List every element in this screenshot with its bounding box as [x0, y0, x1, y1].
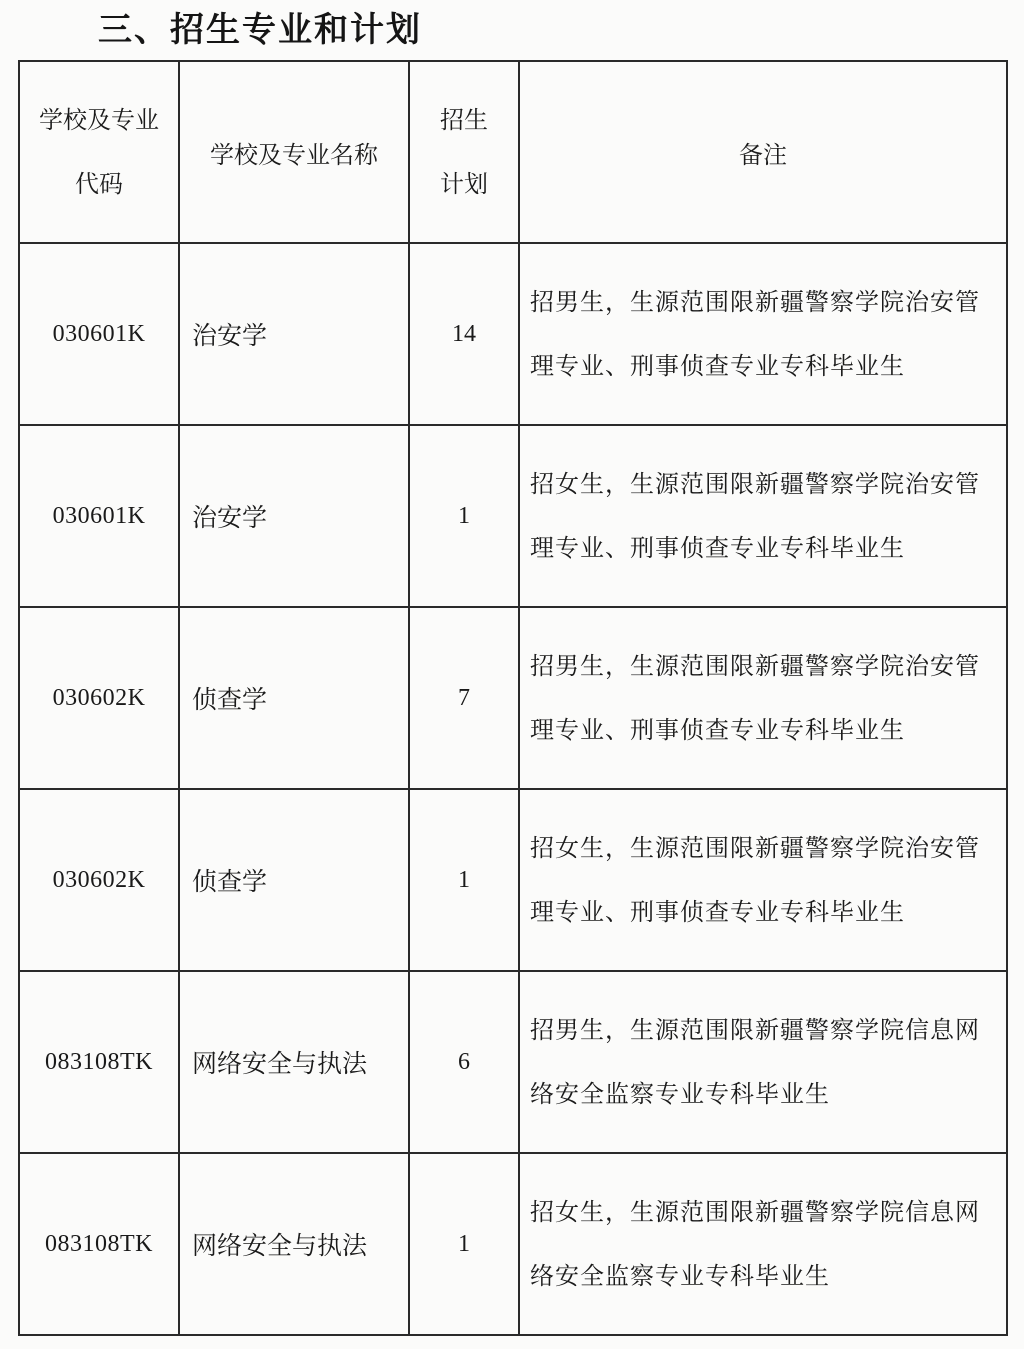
- note-line1: 招男生，生源范围限新疆警察学院治安管: [530, 288, 980, 316]
- header-note-text: 备注: [739, 140, 787, 169]
- cell-note: [519, 425, 1007, 607]
- note-line2: 理专业、刑事侦查专业专科毕业生: [530, 716, 905, 744]
- table-row: [19, 243, 1007, 425]
- table-row: [19, 607, 1007, 789]
- cell-name: [179, 243, 409, 425]
- cell-note: [519, 971, 1007, 1153]
- cell-name: [179, 425, 409, 607]
- plan-text: 1: [458, 502, 470, 529]
- header-code-line1: 学校及专业: [39, 106, 159, 134]
- name-text: 治安学: [192, 321, 268, 350]
- cell-code: [19, 425, 179, 607]
- header-name: [179, 61, 409, 243]
- table-header-row: [19, 61, 1007, 243]
- name-text: 网络安全与执法: [192, 1231, 368, 1260]
- note-line2: 理专业、刑事侦查专业专科毕业生: [530, 352, 905, 380]
- cell-plan: [409, 1153, 519, 1335]
- note-line2: 络安全监察专业专科毕业生: [530, 1080, 830, 1108]
- table-row: [19, 425, 1007, 607]
- cell-note: [519, 1153, 1007, 1335]
- cell-code: [19, 1153, 179, 1335]
- header-plan-line2: 计划: [440, 170, 488, 198]
- note-line1: 招男生，生源范围限新疆警察学院信息网: [530, 1016, 980, 1044]
- header-plan-line1: 招生: [440, 106, 488, 134]
- code-text: 030602K: [52, 866, 146, 893]
- cell-plan: [409, 425, 519, 607]
- cell-plan: [409, 789, 519, 971]
- page-title: 三、招生专业和计划: [98, 10, 422, 50]
- cell-note: [519, 243, 1007, 425]
- code-text: 083108TK: [45, 1230, 153, 1257]
- cell-name: [179, 971, 409, 1153]
- note-line1: 招男生，生源范围限新疆警察学院治安管: [530, 652, 980, 680]
- table-row: [19, 789, 1007, 971]
- note-line2: 理专业、刑事侦查专业专科毕业生: [530, 898, 905, 926]
- plan-text: 14: [452, 320, 476, 347]
- table-row: [19, 1153, 1007, 1335]
- note-line1: 招女生，生源范围限新疆警察学院治安管: [530, 470, 980, 498]
- cell-code: [19, 789, 179, 971]
- cell-name: [179, 607, 409, 789]
- name-text: 治安学: [192, 503, 268, 532]
- header-plan: [409, 61, 519, 243]
- header-code: [19, 61, 179, 243]
- plan-text: 1: [458, 1230, 470, 1257]
- cell-plan: [409, 607, 519, 789]
- note-line1: 招女生，生源范围限新疆警察学院治安管: [530, 834, 980, 862]
- cell-plan: [409, 971, 519, 1153]
- cell-code: [19, 971, 179, 1153]
- header-name-text: 学校及专业名称: [210, 140, 378, 169]
- cell-plan: [409, 243, 519, 425]
- code-text: 030601K: [52, 320, 146, 347]
- plan-text: 7: [458, 684, 470, 711]
- enrollment-table: [18, 60, 1008, 1336]
- cell-name: [179, 1153, 409, 1335]
- cell-code: [19, 243, 179, 425]
- code-text: 083108TK: [45, 1048, 153, 1075]
- cell-note: [519, 789, 1007, 971]
- name-text: 侦查学: [192, 867, 268, 896]
- name-text: 网络安全与执法: [192, 1049, 368, 1078]
- plan-text: 6: [458, 1048, 470, 1075]
- note-line2: 理专业、刑事侦查专业专科毕业生: [530, 534, 905, 562]
- plan-text: 1: [458, 866, 470, 893]
- note-line2: 络安全监察专业专科毕业生: [530, 1262, 830, 1290]
- name-text: 侦查学: [192, 685, 268, 714]
- header-note: [519, 61, 1007, 243]
- code-text: 030602K: [52, 684, 146, 711]
- cell-note: [519, 607, 1007, 789]
- header-code-line2: 代码: [75, 170, 123, 198]
- cell-name: [179, 789, 409, 971]
- note-line1: 招女生，生源范围限新疆警察学院信息网: [530, 1198, 980, 1226]
- table-row: [19, 971, 1007, 1153]
- cell-code: [19, 607, 179, 789]
- code-text: 030601K: [52, 502, 146, 529]
